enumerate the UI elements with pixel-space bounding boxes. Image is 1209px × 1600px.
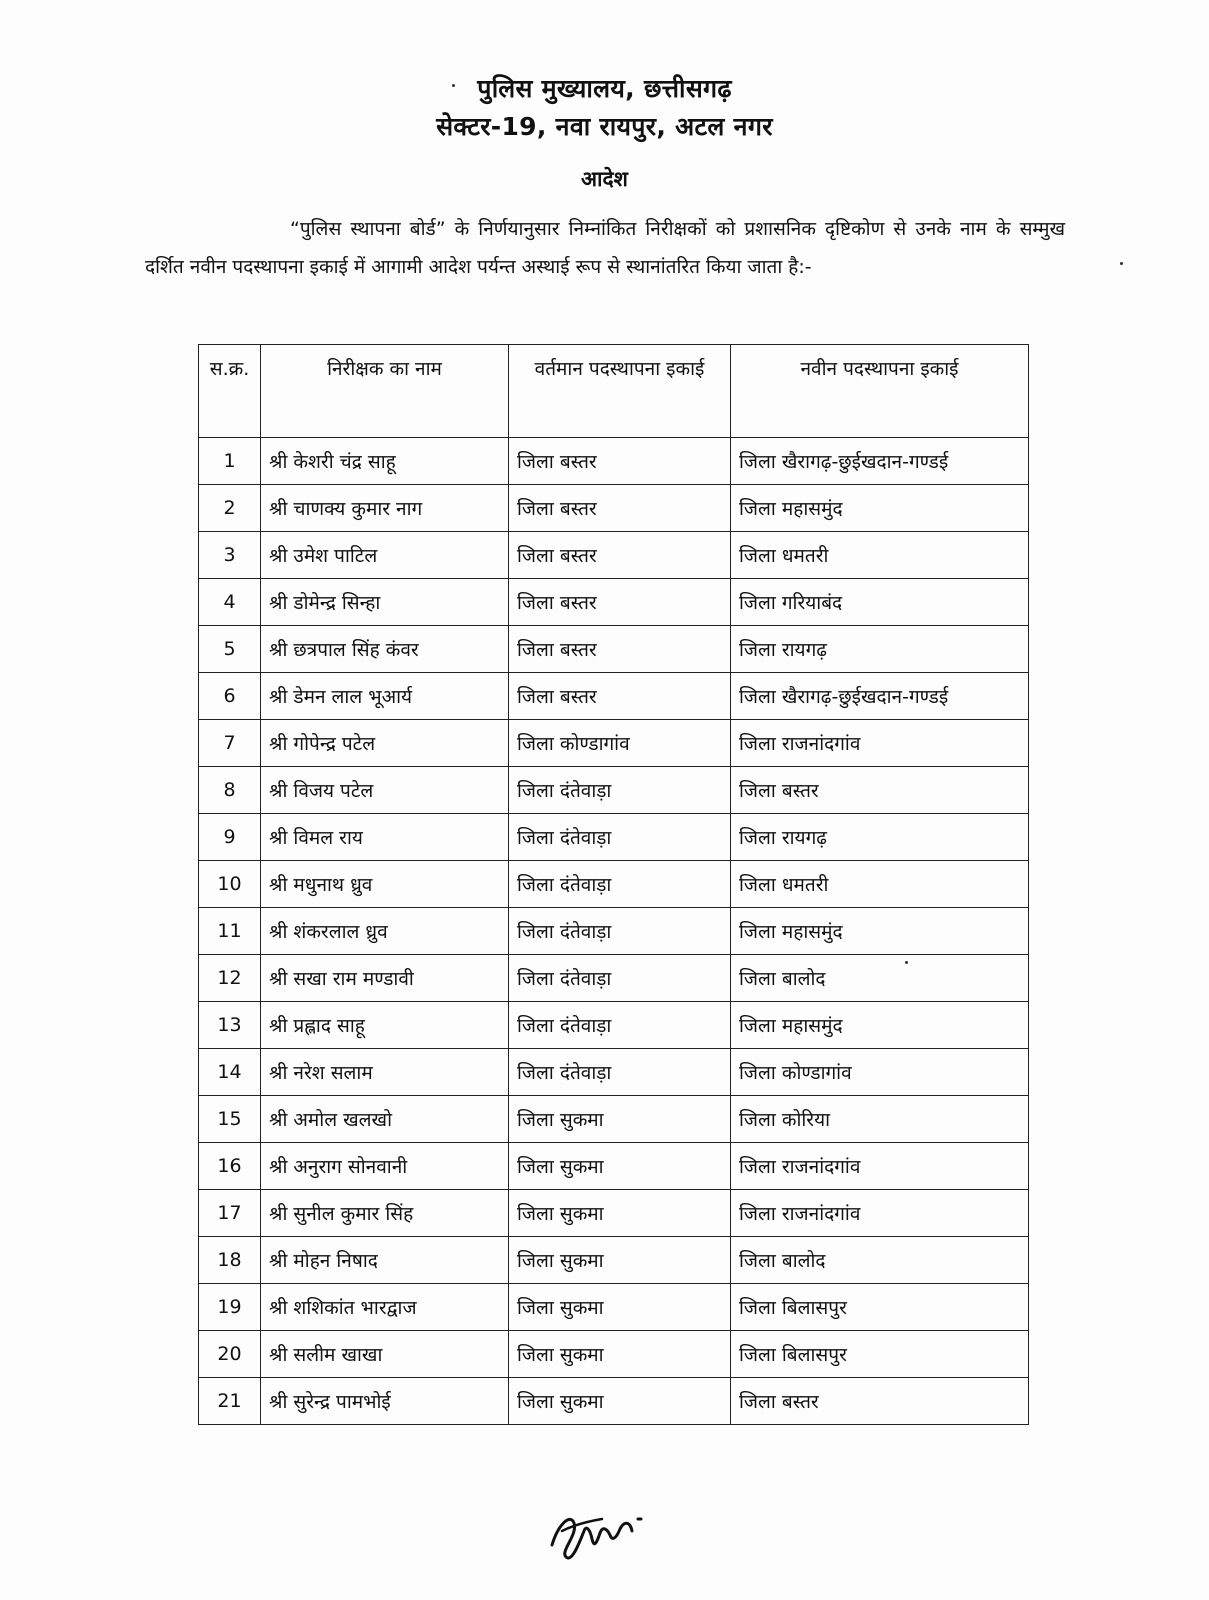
cell-inspector-name: श्री विमल राय bbox=[261, 814, 509, 861]
table-row bbox=[199, 673, 1029, 720]
table-row bbox=[199, 1002, 1029, 1049]
cell-current-unit: जिला दंतेवाड़ा bbox=[509, 1049, 731, 1096]
cell-sn: 4 bbox=[199, 579, 261, 626]
cell-sn: 17 bbox=[199, 1190, 261, 1237]
table-row bbox=[199, 1190, 1029, 1237]
table-row bbox=[199, 767, 1029, 814]
table-row bbox=[199, 626, 1029, 673]
table-row bbox=[199, 579, 1029, 626]
header-sn: स.क्र. bbox=[199, 345, 261, 438]
cell-new-unit: जिला बिलासपुर bbox=[731, 1284, 1029, 1331]
cell-current-unit: जिला दंतेवाड़ा bbox=[509, 1002, 731, 1049]
cell-new-unit: जिला राजनांदगांव bbox=[731, 1143, 1029, 1190]
order-title: आदेश bbox=[581, 167, 628, 191]
cell-inspector-name: श्री शशिकांत भारद्वाज bbox=[261, 1284, 509, 1331]
cell-current-unit: जिला दंतेवाड़ा bbox=[509, 908, 731, 955]
cell-new-unit: जिला महासमुंद bbox=[731, 1002, 1029, 1049]
cell-sn: 6 bbox=[199, 673, 261, 720]
scan-speck bbox=[1120, 262, 1123, 265]
cell-sn: 16 bbox=[199, 1143, 261, 1190]
signature bbox=[540, 1485, 670, 1575]
cell-inspector-name: श्री सुरेन्द्र पामभोई bbox=[261, 1378, 509, 1425]
table-body bbox=[199, 438, 1029, 1425]
cell-new-unit: जिला गरियाबंद bbox=[731, 579, 1029, 626]
transfer-table bbox=[198, 344, 1029, 1425]
table-row bbox=[199, 720, 1029, 767]
cell-inspector-name: श्री अनुराग सोनवानी bbox=[261, 1143, 509, 1190]
cell-sn: 21 bbox=[199, 1378, 261, 1425]
cell-new-unit: जिला धमतरी bbox=[731, 532, 1029, 579]
table-row bbox=[199, 1378, 1029, 1425]
table-row bbox=[199, 1284, 1029, 1331]
cell-inspector-name: श्री नरेश सलाम bbox=[261, 1049, 509, 1096]
table-row bbox=[199, 908, 1029, 955]
cell-sn: 2 bbox=[199, 485, 261, 532]
cell-inspector-name: श्री डेमन लाल भूआर्य bbox=[261, 673, 509, 720]
cell-sn: 13 bbox=[199, 1002, 261, 1049]
cell-sn: 15 bbox=[199, 1096, 261, 1143]
cell-current-unit: जिला सुकमा bbox=[509, 1284, 731, 1331]
cell-inspector-name: श्री मधुनाथ ध्रुव bbox=[261, 861, 509, 908]
cell-current-unit: जिला दंतेवाड़ा bbox=[509, 955, 731, 1002]
cell-inspector-name: श्री उमेश पाटिल bbox=[261, 532, 509, 579]
cell-inspector-name: श्री चाणक्य कुमार नाग bbox=[261, 485, 509, 532]
cell-current-unit: जिला सुकमा bbox=[509, 1190, 731, 1237]
header-current-unit: वर्तमान पदस्थापना इकाई bbox=[509, 345, 731, 438]
table-row bbox=[199, 955, 1029, 1002]
cell-inspector-name: श्री डोमेन्द्र सिन्हा bbox=[261, 579, 509, 626]
cell-new-unit: जिला रायगढ़ bbox=[731, 626, 1029, 673]
cell-inspector-name: श्री गोपेन्द्र पटेल bbox=[261, 720, 509, 767]
cell-sn: 19 bbox=[199, 1284, 261, 1331]
table-header bbox=[199, 345, 1029, 438]
cell-current-unit: जिला सुकमा bbox=[509, 1378, 731, 1425]
header-new-unit: नवीन पदस्थापना इकाई bbox=[731, 345, 1029, 438]
cell-current-unit: जिला बस्तर bbox=[509, 438, 731, 485]
cell-inspector-name: श्री विजय पटेल bbox=[261, 767, 509, 814]
cell-sn: 18 bbox=[199, 1237, 261, 1284]
cell-inspector-name: श्री प्रह्लाद साहू bbox=[261, 1002, 509, 1049]
cell-new-unit: जिला राजनांदगांव bbox=[731, 720, 1029, 767]
cell-new-unit: जिला बिलासपुर bbox=[731, 1331, 1029, 1378]
cell-inspector-name: श्री सखा राम मण्डावी bbox=[261, 955, 509, 1002]
cell-sn: 8 bbox=[199, 767, 261, 814]
table-header-row bbox=[199, 345, 1029, 438]
cell-new-unit: जिला खैरागढ़-छुईखदान-गण्डई bbox=[731, 438, 1029, 485]
table-row bbox=[199, 1049, 1029, 1096]
cell-sn: 20 bbox=[199, 1331, 261, 1378]
cell-sn: 12 bbox=[199, 955, 261, 1002]
table-row bbox=[199, 861, 1029, 908]
table-row bbox=[199, 814, 1029, 861]
cell-sn: 10 bbox=[199, 861, 261, 908]
cell-sn: 9 bbox=[199, 814, 261, 861]
cell-sn: 1 bbox=[199, 438, 261, 485]
cell-inspector-name: श्री सुनील कुमार सिंह bbox=[261, 1190, 509, 1237]
cell-new-unit: जिला बस्तर bbox=[731, 1378, 1029, 1425]
cell-inspector-name: श्री केशरी चंद्र साहू bbox=[261, 438, 509, 485]
table-row bbox=[199, 1237, 1029, 1284]
cell-inspector-name: श्री शंकरलाल ध्रुव bbox=[261, 908, 509, 955]
office-name: पुलिस मुख्यालय, छत्तीसगढ़ bbox=[477, 74, 732, 103]
cell-current-unit: जिला बस्तर bbox=[509, 626, 731, 673]
table-row bbox=[199, 1096, 1029, 1143]
cell-new-unit: जिला बस्तर bbox=[731, 767, 1029, 814]
cell-current-unit: जिला बस्तर bbox=[509, 485, 731, 532]
document-header bbox=[0, 70, 1209, 146]
cell-new-unit: जिला कोरिया bbox=[731, 1096, 1029, 1143]
cell-sn: 7 bbox=[199, 720, 261, 767]
cell-current-unit: जिला बस्तर bbox=[509, 673, 731, 720]
cell-inspector-name: श्री अमोल खलखो bbox=[261, 1096, 509, 1143]
cell-inspector-name: श्री सलीम खाखा bbox=[261, 1331, 509, 1378]
cell-new-unit: जिला कोण्डागांव bbox=[731, 1049, 1029, 1096]
cell-new-unit: जिला महासमुंद bbox=[731, 908, 1029, 955]
cell-current-unit: जिला बस्तर bbox=[509, 532, 731, 579]
table-row bbox=[199, 532, 1029, 579]
cell-new-unit: जिला बालोद bbox=[731, 1237, 1029, 1284]
cell-current-unit: जिला दंतेवाड़ा bbox=[509, 861, 731, 908]
office-address: सेक्टर-19, नवा रायपुर, अटल नगर bbox=[436, 112, 773, 141]
cell-sn: 14 bbox=[199, 1049, 261, 1096]
intro-paragraph: “पुलिस स्थापना बोर्ड” के निर्णयानुसार निम्नांकित निरीक्षकों को प्रशासनिक दृष्टिकोण से उनके नाम के सम्मुख दर्शित नवीन पदस्थापना इकाई में आगामी आदेश पर्यन्त अस्थाई रूप से स्थानांतरित किया जाता है:- bbox=[145, 218, 1065, 278]
cell-inspector-name: श्री छत्रपाल सिंह कंवर bbox=[261, 626, 509, 673]
header-name: निरीक्षक का नाम bbox=[261, 345, 509, 438]
cell-inspector-name: श्री मोहन निषाद bbox=[261, 1237, 509, 1284]
cell-sn: 11 bbox=[199, 908, 261, 955]
table-row bbox=[199, 1331, 1029, 1378]
cell-current-unit: जिला बस्तर bbox=[509, 579, 731, 626]
cell-sn: 3 bbox=[199, 532, 261, 579]
cell-new-unit: जिला धमतरी bbox=[731, 861, 1029, 908]
cell-new-unit: जिला राजनांदगांव bbox=[731, 1190, 1029, 1237]
cell-new-unit: जिला रायगढ़ bbox=[731, 814, 1029, 861]
cell-current-unit: जिला सुकमा bbox=[509, 1331, 731, 1378]
cell-current-unit: जिला सुकमा bbox=[509, 1096, 731, 1143]
cell-current-unit: जिला सुकमा bbox=[509, 1237, 731, 1284]
cell-new-unit: जिला बालोद bbox=[731, 955, 1029, 1002]
table-row bbox=[199, 438, 1029, 485]
cell-sn: 5 bbox=[199, 626, 261, 673]
table-row bbox=[199, 1143, 1029, 1190]
cell-new-unit: जिला खैरागढ़-छुईखदान-गण्डई bbox=[731, 673, 1029, 720]
table-row bbox=[199, 485, 1029, 532]
cell-current-unit: जिला दंतेवाड़ा bbox=[509, 767, 731, 814]
cell-current-unit: जिला कोण्डागांव bbox=[509, 720, 731, 767]
cell-new-unit: जिला महासमुंद bbox=[731, 485, 1029, 532]
cell-current-unit: जिला सुकमा bbox=[509, 1143, 731, 1190]
cell-current-unit: जिला दंतेवाड़ा bbox=[509, 814, 731, 861]
